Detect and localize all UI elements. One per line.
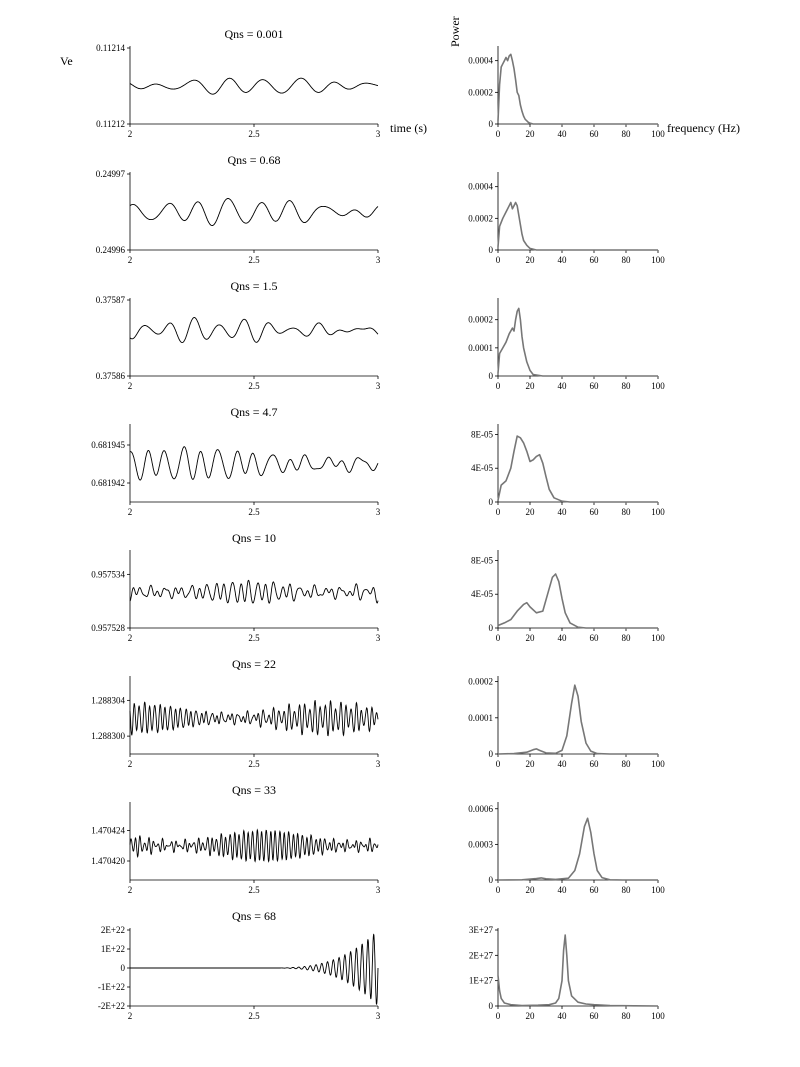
panel-group (91, 27, 665, 1021)
spectrum-panel-1 (468, 46, 665, 139)
y-tick-label: 0.0004 (468, 181, 493, 192)
spectrum-line (498, 436, 658, 502)
y-tick-label: 8E-05 (471, 429, 493, 440)
y-tick-label: 0 (488, 371, 493, 381)
time-series-line (130, 580, 378, 603)
x-tick-label: 40 (557, 507, 567, 517)
x-tick-label: 40 (557, 255, 567, 265)
panel-title: Qns = 0.68 (227, 153, 281, 167)
x-tick-label: 100 (651, 507, 665, 517)
x-tick-label: 60 (589, 381, 599, 391)
x-tick-label: 2.5 (248, 633, 260, 643)
y-tick-label: 0.0004 (468, 55, 493, 66)
y-tick-label: 0.0003 (468, 839, 493, 850)
time-panel-1 (96, 27, 381, 139)
spectrum-line (498, 685, 658, 754)
y-tick-label: 0 (488, 119, 493, 129)
x-tick-label: 2 (127, 1011, 133, 1021)
x-tick-label: 2 (127, 759, 133, 769)
x-tick-label: 0 (495, 255, 501, 265)
y-tick-label: 2E+22 (100, 925, 125, 935)
x-tick-label: 0 (495, 507, 501, 517)
x-tick-label: 3 (375, 255, 381, 265)
panel-title: Qns = 68 (231, 909, 277, 923)
x-tick-label: 80 (621, 381, 631, 391)
spectrum-panel-7 (468, 802, 665, 895)
y-tick-label: 0.0001 (468, 712, 493, 723)
time-axis-label: time (s) (390, 121, 427, 135)
panel-title: Qns = 10 (231, 531, 277, 545)
y-tick-label: 0.37586 (95, 371, 125, 381)
spectrum-panel-5 (471, 550, 665, 643)
y-tick-label: 0.24997 (95, 169, 125, 179)
spectrum-panel-3 (468, 298, 665, 391)
y-tick-label: 0.11212 (96, 119, 125, 129)
x-tick-label: 3 (375, 1011, 381, 1021)
time-panel-6 (91, 657, 381, 769)
x-tick-label: 40 (557, 759, 567, 769)
y-tick-label: 0.0002 (468, 87, 493, 98)
x-tick-label: 60 (589, 885, 599, 895)
y-tick-label: 4E-05 (471, 589, 493, 600)
y-tick-label: 0.0006 (468, 803, 493, 814)
y-tick-label: 1.470424 (91, 825, 125, 836)
x-tick-label: 100 (651, 1011, 665, 1021)
x-tick-label: 3 (375, 885, 381, 895)
panel-title: Qns = 22 (231, 657, 277, 671)
time-series-line (130, 935, 378, 1005)
x-tick-label: 100 (651, 129, 665, 139)
x-tick-label: 2.5 (248, 255, 260, 265)
x-tick-label: 60 (589, 255, 599, 265)
time-panel-8 (98, 909, 381, 1021)
x-tick-label: 100 (651, 759, 665, 769)
x-tick-label: 2.5 (248, 1011, 260, 1021)
panel-title: Qns = 1.5 (230, 279, 278, 293)
x-tick-label: 20 (525, 885, 535, 895)
spectrum-panel-6 (468, 676, 665, 769)
y-tick-label: 3E+27 (468, 925, 493, 935)
x-tick-label: 2 (127, 255, 133, 265)
x-tick-label: 2 (127, 507, 133, 517)
x-tick-label: 2.5 (248, 129, 260, 139)
y-tick-label: 0.957534 (91, 569, 125, 580)
time-series-line (130, 701, 378, 736)
y-tick-label: 0.0002 (468, 676, 493, 687)
x-tick-label: 0 (495, 1011, 501, 1021)
x-tick-label: 80 (621, 885, 631, 895)
panel-title: Qns = 4.7 (230, 405, 278, 419)
x-tick-label: 80 (621, 759, 631, 769)
spectrum-panel-2 (468, 172, 665, 265)
x-tick-label: 100 (651, 381, 665, 391)
spectrum-line (498, 203, 658, 251)
x-tick-label: 80 (621, 1011, 631, 1021)
x-tick-label: 2.5 (248, 759, 260, 769)
x-tick-label: 20 (525, 381, 535, 391)
x-tick-label: 20 (525, 507, 535, 517)
y-tick-label: 0.0002 (468, 314, 493, 325)
x-tick-label: 60 (589, 633, 599, 643)
ve-axis-label: Ve (60, 54, 73, 68)
y-tick-label: 0 (488, 1001, 493, 1011)
time-series-line (130, 199, 378, 226)
y-tick-label: 1E+27 (468, 975, 493, 986)
panel-title: Qns = 0.001 (224, 27, 284, 41)
spectrum-line (498, 308, 658, 376)
spectrum-line (498, 54, 658, 124)
y-tick-label: 0.0001 (468, 342, 493, 353)
x-tick-label: 40 (557, 633, 567, 643)
x-tick-label: 2 (127, 381, 133, 391)
x-tick-label: 2.5 (248, 885, 260, 895)
frequency-axis-label: frequency (Hz) (667, 121, 740, 135)
time-series-line (130, 78, 378, 94)
x-tick-label: 0 (495, 129, 501, 139)
y-tick-label: 2E+27 (468, 950, 493, 961)
y-tick-label: 0.681945 (91, 440, 125, 450)
x-tick-label: 3 (375, 507, 381, 517)
x-tick-label: 20 (525, 759, 535, 769)
y-tick-label: 0 (488, 749, 493, 759)
time-series-line (130, 830, 378, 862)
y-tick-label: 0.24996 (95, 245, 125, 255)
x-tick-label: 3 (375, 759, 381, 769)
x-tick-label: 60 (589, 507, 599, 517)
x-tick-label: 80 (621, 255, 631, 265)
x-tick-label: 0 (495, 633, 501, 643)
x-tick-label: 3 (375, 129, 381, 139)
x-tick-label: 20 (525, 633, 535, 643)
x-tick-label: 20 (525, 255, 535, 265)
time-panel-7 (91, 783, 381, 895)
y-tick-label: 0 (488, 245, 493, 255)
y-tick-label: 1.288304 (91, 695, 125, 706)
y-tick-label: 0 (488, 497, 493, 507)
x-tick-label: 2 (127, 633, 133, 643)
y-tick-label: -1E+22 (97, 982, 125, 992)
x-tick-label: 3 (375, 381, 381, 391)
y-tick-label: 0 (120, 963, 125, 973)
x-tick-label: 0 (495, 381, 501, 391)
y-tick-label: 0.37587 (95, 295, 125, 305)
x-tick-label: 2 (127, 885, 133, 895)
y-tick-label: 0 (488, 623, 493, 633)
x-tick-label: 40 (557, 885, 567, 895)
spectrum-panel-8 (469, 925, 665, 1021)
x-tick-label: 60 (589, 1011, 599, 1021)
y-tick-label: 8E-05 (471, 555, 493, 566)
spectrum-line (498, 574, 658, 628)
x-tick-label: 80 (621, 633, 631, 643)
time-series-line (130, 447, 378, 480)
y-tick-label: 0.681942 (91, 478, 125, 488)
y-tick-label: 1E+22 (100, 944, 125, 954)
time-panel-2 (96, 153, 381, 265)
x-tick-label: 100 (651, 885, 665, 895)
panel-title: Qns = 33 (231, 783, 277, 797)
x-tick-label: 20 (525, 129, 535, 139)
x-tick-label: 80 (621, 507, 631, 517)
y-tick-label: 4E-05 (471, 463, 493, 474)
y-tick-label: 1.288300 (91, 731, 125, 742)
x-tick-label: 40 (557, 1011, 567, 1021)
x-tick-label: 20 (525, 1011, 535, 1021)
x-tick-label: 2 (127, 129, 133, 139)
spectrum-panel-4 (471, 424, 665, 517)
y-tick-label: 0.11214 (96, 43, 125, 53)
y-tick-label: 0 (488, 875, 493, 885)
x-tick-label: 2.5 (248, 381, 260, 391)
time-panel-4 (91, 405, 381, 517)
x-tick-label: 40 (557, 129, 567, 139)
x-tick-label: 2.5 (248, 507, 260, 517)
y-tick-label: 0.0002 (468, 213, 493, 224)
x-tick-label: 0 (495, 759, 501, 769)
x-tick-label: 0 (495, 885, 501, 895)
y-tick-label: 0.957528 (91, 623, 125, 633)
spectrum-line (498, 818, 658, 880)
y-tick-label: -2E+22 (97, 1001, 125, 1011)
y-tick-label: 1.470420 (91, 856, 125, 866)
x-tick-label: 60 (589, 129, 599, 139)
time-panel-3 (96, 279, 381, 391)
x-tick-label: 60 (589, 759, 599, 769)
x-tick-label: 100 (651, 633, 665, 643)
x-tick-label: 40 (557, 381, 567, 391)
power-axis-label: Power (448, 16, 462, 47)
time-series-line (130, 318, 378, 343)
x-tick-label: 100 (651, 255, 665, 265)
x-tick-label: 3 (375, 633, 381, 643)
time-panel-5 (91, 531, 381, 643)
x-tick-label: 80 (621, 129, 631, 139)
spectrum-line (498, 935, 658, 1006)
